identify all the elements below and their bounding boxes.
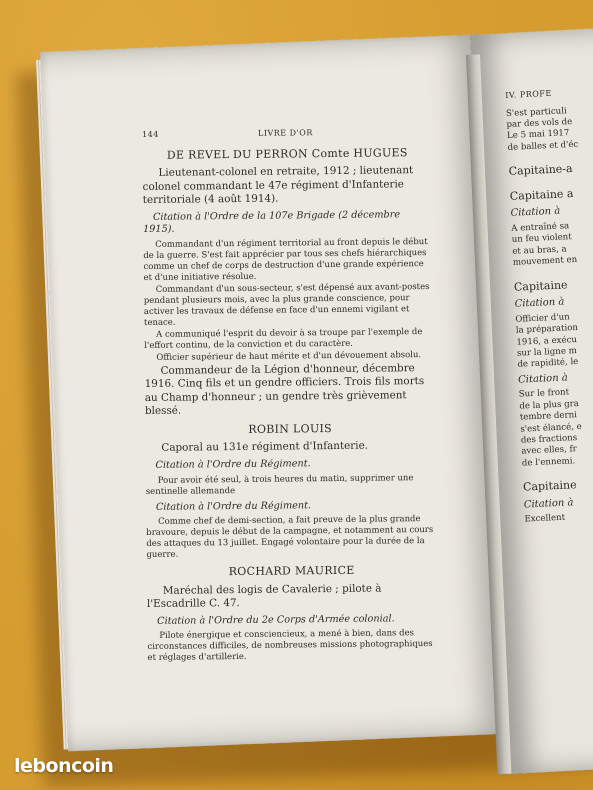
- right-line: 1916, a exécu: [516, 334, 578, 348]
- right-line: Officier d'un: [515, 312, 570, 325]
- right-line: tembre derni: [519, 410, 578, 423]
- entry-name: DE REVEL DU PERRON Comte HUGUES: [166, 145, 408, 162]
- right-line: et au bras, a: [512, 244, 567, 257]
- right-line: Excellent: [524, 513, 566, 526]
- right-line: Capitaine: [513, 277, 568, 294]
- page-header: [142, 126, 432, 142]
- right-line: A entraîné sa: [511, 221, 570, 234]
- citation-text: Comme chef de demi-section, a fait preuve de la plus grande bravoure, depuis le début de la campagne, et notamment au cours des attaques du 13 juillet. Engagé volontaire pour la durée de la guerre.: [146, 514, 434, 561]
- entries: [142, 147, 437, 665]
- citation-title: Citation à l'Ordre du Régiment.: [155, 458, 311, 471]
- right-line: Capitaine-a: [508, 162, 573, 179]
- right-line: de balles et d'éc: [507, 139, 579, 153]
- entry-intro: Lieutenant-colonel en retraite, 1912 ; lieutenant colonel commandant le 47e régiment d'Infanterie territoriale (4 août 1914).: [142, 164, 414, 207]
- citation-text: A communiqué l'esprit du devoir à sa troupe par l'exemple de l'effort continu, de la conviction et du caractère.: [144, 326, 423, 351]
- right-line: sur la ligne m: [516, 346, 578, 359]
- left-page-content: [142, 126, 438, 665]
- page-number: 144: [142, 129, 159, 139]
- right-line: S'est particuli: [505, 105, 567, 119]
- right-line: Sur le front: [518, 387, 570, 401]
- right-line: par des vols de: [506, 116, 573, 130]
- watermark-logo: leboncoin: [14, 755, 114, 777]
- right-line: un feu violent: [511, 232, 572, 246]
- right-line: de rapidité, le: [517, 357, 579, 371]
- right-line: mouvement en: [512, 255, 578, 269]
- citation-text: Pilote énergique et consciencieux, a mené à bien, dans des circonstances difficiles, de nombreuses missions photographiques et réglages d'artillerie.: [147, 628, 433, 664]
- right-line: Citation à: [510, 206, 561, 220]
- citation-text: Commandant d'un régiment territorial au front depuis le début de la guerre. S'est fait apprécier par tous ses chefs hiérarchiques comme un chef de corps de destruction d'une grande expérience et d'une initiative résolue.: [143, 236, 428, 283]
- citation-text: Officier supérieur de haut mérite et d'un dévouement absolu.: [156, 349, 422, 363]
- right-line: de la plus gra: [519, 398, 580, 412]
- right-line: Capitaine a: [509, 186, 574, 203]
- right-line: s'est élancé, e: [520, 421, 582, 435]
- citation-text: Pour avoir été seul, à trois heures du matin, supprimer une sentinelle allemande: [145, 472, 414, 497]
- citation-text: Commandant d'un sous-secteur, s'est dépensé aux avant-postes pendant plusieurs mois, avec la plus grande conscience, pour activer les travaux de défense en face d'un ennemi vigilant et tenace.: [143, 281, 430, 328]
- right-line: Citation à: [523, 497, 574, 511]
- right-line: avec elles, fr: [521, 444, 578, 458]
- entry-intro: Caporal au 131e régiment d'Infanterie.: [161, 440, 369, 455]
- citation-title: Citation à l'Ordre de la 107e Brigade (2 décembre 1915).: [142, 208, 401, 236]
- entry-name: ROBIN LOUIS: [248, 421, 333, 436]
- right-line: des fractions: [520, 433, 578, 446]
- running-head: LIVRE D'OR: [257, 128, 313, 138]
- right-running-head: IV. PROFE: [505, 88, 552, 100]
- citation-title: Citation à l'Ordre du Régiment.: [155, 499, 312, 513]
- right-line: Citation à: [514, 296, 565, 310]
- right-line: Citation à: [517, 372, 569, 386]
- right-line: de l'ennemi.: [521, 456, 576, 469]
- entry-outro: Commandeur de la Légion d'honneur, décembre 1916. Cinq fils et un gendre officiers. Trois fils morts au Champ d'honneur ; un gendre très grièvement blessé.: [144, 362, 425, 418]
- entry-name: ROCHARD MAURICE: [228, 563, 355, 579]
- right-line: la préparation: [515, 323, 579, 336]
- entry-intro: Maréchal des logis de Cavalerie ; pilote à l'Escadrille C. 47.: [146, 582, 382, 611]
- right-line: Le 5 mai 1917: [506, 128, 570, 142]
- citation-title: Citation à l'Ordre du 2e Corps d'Armée colonial.: [157, 613, 395, 627]
- right-line: Capitaine: [522, 478, 577, 494]
